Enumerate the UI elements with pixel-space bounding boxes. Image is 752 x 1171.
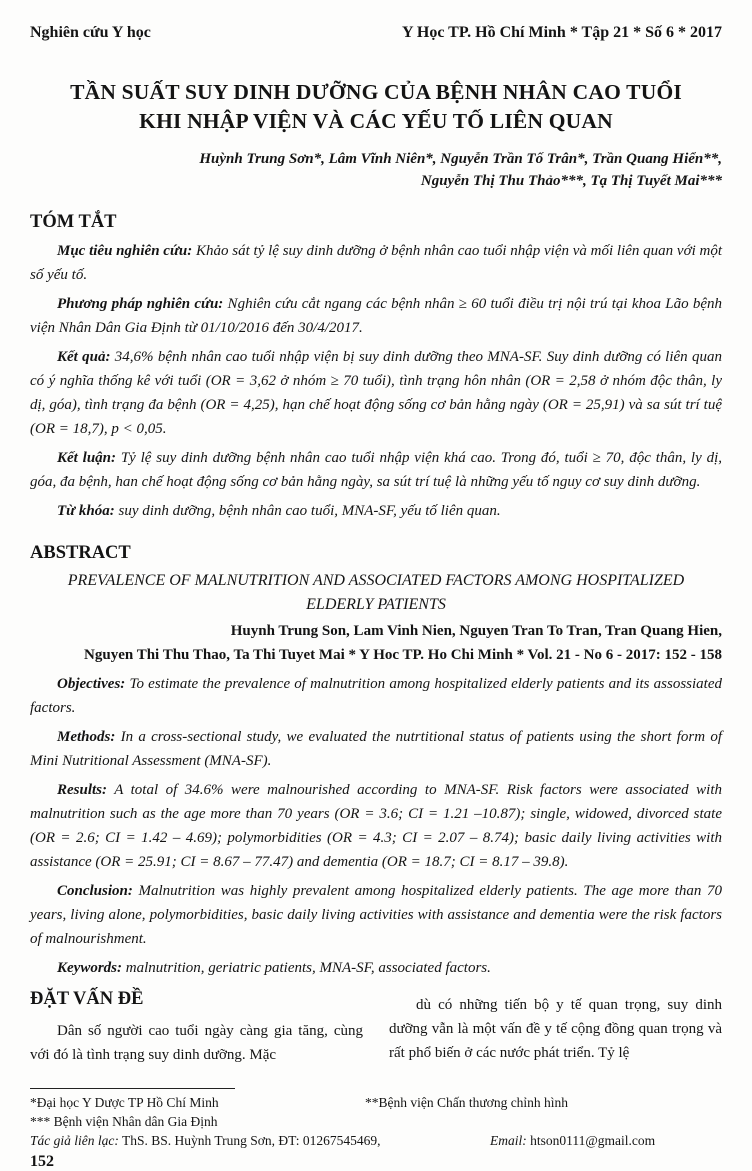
- footnote-affiliations-row2: [30, 1112, 722, 1131]
- tomtat-conclusion: [30, 446, 722, 494]
- right-column: [389, 985, 722, 1082]
- intro-left-paragraph: Dân số người cao tuổi ngày càng gia tăng, cùng với đó là tình trạng suy dinh dưỡng. Mặc: [30, 1023, 363, 1063]
- paragraph-text: To estimate the prevalence of malnutrition among hospitalized elderly patients and its assossiated factors.: [30, 676, 722, 716]
- contact-text: ThS. BS. Huỳnh Trung Sơn, ĐT: 01267545469,: [118, 1133, 381, 1148]
- paragraph-text: Khảo sát tỷ lệ suy dinh dưỡng ở bệnh nhân cao tuổi nhập viện và mối liên quan với một số yếu tố.: [30, 243, 722, 283]
- paragraph-text: suy dinh dưỡng, bệnh nhân cao tuổi, MNA-SF, yếu tố liên quan.: [114, 503, 501, 519]
- paragraph-label: Kết luận:: [57, 450, 116, 466]
- abstract-conclusion: [30, 879, 722, 951]
- paragraph-label: Methods:: [57, 729, 116, 745]
- affiliation-1: *Đại học Y Dược TP Hồ Chí Minh: [30, 1095, 219, 1110]
- abstract-authors-line1: Huynh Trung Son, Lam Vinh Nien, Nguyen Tran To Tran, Tran Quang Hien,: [230, 623, 722, 639]
- abstract-objectives: [30, 672, 722, 720]
- paragraph-label: Results:: [57, 782, 108, 798]
- intro-right-paragraph: dù có những tiến bộ y tế quan trọng, suy dinh dưỡng vẫn là một vấn đề y tế cộng đồng quan trọng và rất phổ biến ở các nước phát triển. Tỷ lệ: [389, 997, 722, 1061]
- abstract-title-line2: ELDERLY PATIENTS: [306, 596, 446, 613]
- paragraph-label: Conclusion:: [57, 883, 133, 899]
- paragraph-text: malnutrition, geriatric patients, MNA-SF, associated factors.: [122, 960, 491, 976]
- paragraph-label: Objectives:: [57, 676, 126, 692]
- section-heading-tomtat: TÓM TẮT: [30, 212, 117, 232]
- paragraph-text: Nghiên cứu cắt ngang các bệnh nhân ≥ 60 tuổi điều trị nội trú tại khoa Lão bệnh viện Nhân Dân Gia Định từ 01/10/2016 đến 30/4/2017.: [30, 296, 722, 336]
- authors-line2: Nguyễn Thị Thu Thảo***, Tạ Thị Tuyết Mai***: [420, 173, 722, 189]
- paragraph-label: Phương pháp nghiên cứu:: [57, 296, 224, 312]
- footnotes: [30, 1093, 722, 1150]
- tomtat-results: [30, 345, 722, 441]
- paragraph-text: Malnutrition was highly prevalent among hospitalized elderly patients. The age more than 70 years, living alone, polymorbidities, basic daily living activities with assistance and dementia were the risk factors of malnourishment.: [30, 883, 722, 947]
- page-number: 152: [30, 1153, 54, 1170]
- authors-vietnamese: [30, 148, 722, 192]
- section-heading-abstract: ABSTRACT: [30, 543, 131, 563]
- email-text: htson0111@gmail.com: [526, 1133, 656, 1148]
- abstract-authors-line2: Nguyen Thi Thu Thao, Ta Thi Tuyet Mai * Y Hoc TP. Ho Chi Minh * Vol. 21 - No 6 - 2017: 152 - 158: [84, 647, 722, 663]
- abstract-keywords: [30, 956, 722, 980]
- footnote-affiliations-row1: [30, 1093, 722, 1112]
- abstract-methods: [30, 725, 722, 773]
- authors-line1: Huỳnh Trung Sơn*, Lâm Vĩnh Niên*, Nguyễn Trần Tố Trân*, Trần Quang Hiển**,: [199, 151, 722, 167]
- abstract-title: [30, 569, 722, 617]
- corresponding-author: [30, 1131, 490, 1150]
- paragraph-text: A total of 34.6% were malnourished according to MNA-SF. Risk factors were associated with malnutrition such as the age more than 70 years (OR = 3.6; CI = 1.21 –10.87); single, widowed, divorced state (OR = 2.6; CI = 1.42 – 4.69); polymorbidities (OR = 4.3; CI = 2.07 – 8.74); basic daily living activities with assistance (OR = 25.91; CI = 8.67 – 77.47) and dementia (OR = 18.7; CI = 8.17 – 39.8).: [30, 782, 722, 870]
- two-column-section: [30, 985, 722, 1082]
- footnote-separator: [30, 1088, 235, 1089]
- paragraph-label: Mục tiêu nghiên cứu:: [57, 243, 193, 259]
- authors-english: [30, 619, 722, 667]
- affiliation-3: *** Bệnh viện Nhân dân Gia Định: [30, 1114, 218, 1129]
- tomtat-keywords: [30, 499, 722, 523]
- paragraph-text: 34,6% bệnh nhân cao tuổi nhập viện bị suy dinh dưỡng theo MNA-SF. Suy dinh dưỡng có liên quan có ý nghĩa thống kê với tuổi (OR = 3,62 ở nhóm ≥ 70 tuổi), tình trạng hôn nhân (OR = 2,58 ở nhóm độc thân, ly dị, góa), tình trạng đa bệnh (OR = 4,25), hạn chế hoạt động sống cơ bản hằng ngày (OR = 25,91) và sa sút trí tuệ (OR = 18,7), p < 0,05.: [30, 349, 722, 437]
- article-title-line2: KHI NHẬP VIỆN VÀ CÁC YẾU TỐ LIÊN QUAN: [139, 109, 613, 133]
- paragraph-text: In a cross-sectional study, we evaluated the nutrtitional status of patients using the short form of Mini Nutritional Assessment (MNA-SF).: [30, 729, 722, 769]
- affiliation-2: **Bệnh viện Chấn thương chỉnh hình: [365, 1095, 569, 1110]
- tomtat-objectives: [30, 239, 722, 287]
- journal-header-right: Y Học TP. Hồ Chí Minh * Tập 21 * Số 6 * 2017: [401, 24, 722, 41]
- author-email: [490, 1131, 655, 1150]
- left-column: [30, 985, 363, 1082]
- article-title-line1: TẦN SUẤT SUY DINH DƯỠNG CỦA BỆNH NHÂN CAO TUỔI: [70, 80, 682, 104]
- footnote-contact-row: [30, 1131, 722, 1150]
- section-heading-introduction: ĐẶT VẤN ĐỀ: [30, 989, 144, 1009]
- journal-header: [30, 24, 722, 42]
- email-label: Email:: [490, 1133, 527, 1148]
- paragraph-text: Tỷ lệ suy dinh dưỡng bệnh nhân cao tuổi nhập viện khá cao. Trong đó, tuổi ≥ 70, độc thân, ly dị, góa, đa bệnh, han chế hoạt động sống cơ bản hằng ngày, sa sút trí tuệ là những yếu tố nguy cơ suy dinh dưỡng.: [30, 450, 722, 490]
- article-title: [30, 78, 722, 136]
- paragraph-label: Kết quả:: [57, 349, 111, 365]
- contact-label: Tác giả liên lạc:: [30, 1133, 119, 1148]
- abstract-results: [30, 778, 722, 874]
- journal-header-left: Nghiên cứu Y học: [30, 24, 151, 41]
- paragraph-label: Keywords:: [57, 960, 122, 976]
- tomtat-methods: [30, 292, 722, 340]
- paragraph-label: Từ khóa:: [57, 503, 115, 519]
- abstract-title-line1: PREVALENCE OF MALNUTRITION AND ASSOCIATED FACTORS AMONG HOSPITALIZED: [67, 572, 685, 589]
